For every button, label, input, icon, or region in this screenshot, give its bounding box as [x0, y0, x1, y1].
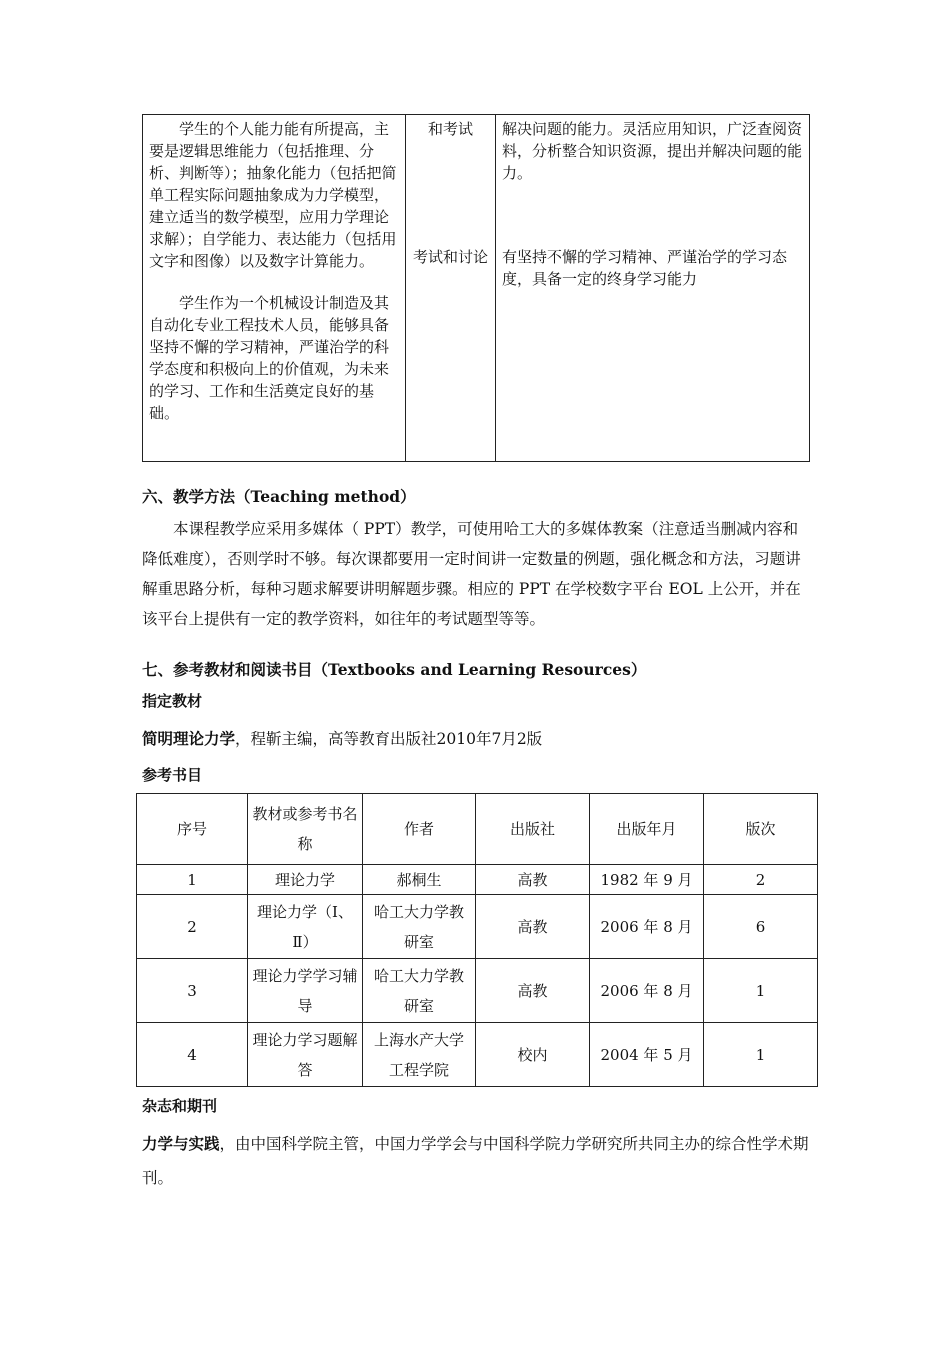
header-edition: 版次: [704, 794, 818, 865]
assessment-criteria-2: 有坚持不懈的学习精神、严谨治学的学习态度，具备一定的终身学习能力: [502, 248, 788, 288]
outcome-ability-text: 学生的个人能力能有所提高，主要是逻辑思维能力（包括推理、分析、判断等）；抽象化能力（包括把简单工程实际问题抽象成为力学模型，建立适当的数学模型，应用力学理论求解）；自学能力、表达能力（包括用文字和图像）以及数字计算能力。: [149, 120, 397, 270]
cell-author: 上海水产大学工程学院: [363, 1023, 476, 1087]
reference-books-label: 参考书目: [142, 766, 203, 784]
cell-edition: 1: [704, 1023, 818, 1087]
assessment-criteria-1: 解决问题的能力。灵活应用知识，广泛查阅资料，分析整合知识资源，提出并解决问题的能力。: [502, 120, 803, 182]
cell-index: 3: [137, 959, 248, 1023]
header-index: 序号: [137, 794, 248, 865]
designated-textbook-details: ，程靳主编，高等教育出版社2010年7月2版: [235, 730, 543, 748]
cell-edition: 1: [704, 959, 818, 1023]
journals-label: 杂志和期刊: [142, 1097, 218, 1115]
section7-heading: 七、参考教材和阅读书目（Textbooks and Learning Resources）: [142, 660, 647, 679]
cell-index: 4: [137, 1023, 248, 1087]
table-row: [137, 1023, 818, 1087]
cell-publisher: 校内: [476, 1023, 590, 1087]
section6-body: 本课程教学应采用多媒体（ PPT）教学，可使用哈工大的多媒体教案（注意适当删减内容和降低难度），否则学时不够。每次课都要用一定时间讲一定数量的例题，强化概念和方法，习题讲解重思路分析，每种习题求解要讲明解题步骤。相应的 PPT 在学校数字平台 EOL 上公开，并在该平台上提供有一定的教学资料，如往年的考试题型等等。: [142, 520, 801, 628]
outcome-description-cell: [143, 115, 406, 462]
designated-textbook-line: [142, 727, 542, 749]
cell-title: 理论力学学习辅导: [248, 959, 363, 1023]
assessment-criteria-cell: [496, 115, 810, 462]
section6-heading: 六、教学方法（Teaching method）: [142, 487, 416, 506]
reference-books-table: [136, 793, 818, 1087]
designated-textbook-title: 简明理论力学: [142, 730, 236, 748]
cell-publisher: 高教: [476, 959, 590, 1023]
outcome-attitude-text: 学生作为一个机械设计制造及其自动化专业工程技术人员，能够具备坚持不懈的学习精神，严谨治学的科学态度和积极向上的价值观，为未来的学习、工作和生活奠定良好的基础。: [149, 294, 390, 422]
cell-author: 哈工大力学教研室: [363, 895, 476, 959]
assessment-method-2: 考试和讨论: [412, 248, 488, 266]
cell-index: 2: [137, 895, 248, 959]
header-publisher: 出版社: [476, 794, 590, 865]
header-date: 出版年月: [590, 794, 704, 865]
outcomes-table: [142, 114, 810, 462]
cell-index: 1: [137, 865, 248, 895]
cell-title: 理论力学（Ⅰ、Ⅱ）: [248, 895, 363, 959]
cell-author: 哈工大力学教研室: [363, 959, 476, 1023]
journal-title: 力学与实践: [142, 1135, 220, 1153]
table-row: [137, 865, 818, 895]
cell-title: 理论力学习题解答: [248, 1023, 363, 1087]
assessment-method-1: 和考试: [427, 120, 473, 138]
cell-date: 2006 年 8 月: [590, 895, 704, 959]
assessment-method-cell: [406, 115, 496, 462]
cell-date: 2006 年 8 月: [590, 959, 704, 1023]
cell-title: 理论力学: [248, 865, 363, 895]
table-row: [137, 895, 818, 959]
designated-textbook-label: 指定教材: [142, 692, 203, 710]
cell-edition: 6: [704, 895, 818, 959]
table-header-row: [137, 794, 818, 865]
cell-author: 郝桐生: [363, 865, 476, 895]
header-title: 教材或参考书名称: [248, 794, 363, 865]
cell-date: 2004 年 5 月: [590, 1023, 704, 1087]
cell-date: 1982 年 9 月: [590, 865, 704, 895]
journal-paragraph: [142, 1127, 812, 1195]
cell-publisher: 高教: [476, 895, 590, 959]
table-row: [137, 959, 818, 1023]
cell-edition: 2: [704, 865, 818, 895]
cell-publisher: 高教: [476, 865, 590, 895]
header-author: 作者: [363, 794, 476, 865]
journal-description: ，由中国科学院主管，中国力学学会与中国科学院力学研究所共同主办的综合性学术期刊。: [142, 1135, 809, 1187]
